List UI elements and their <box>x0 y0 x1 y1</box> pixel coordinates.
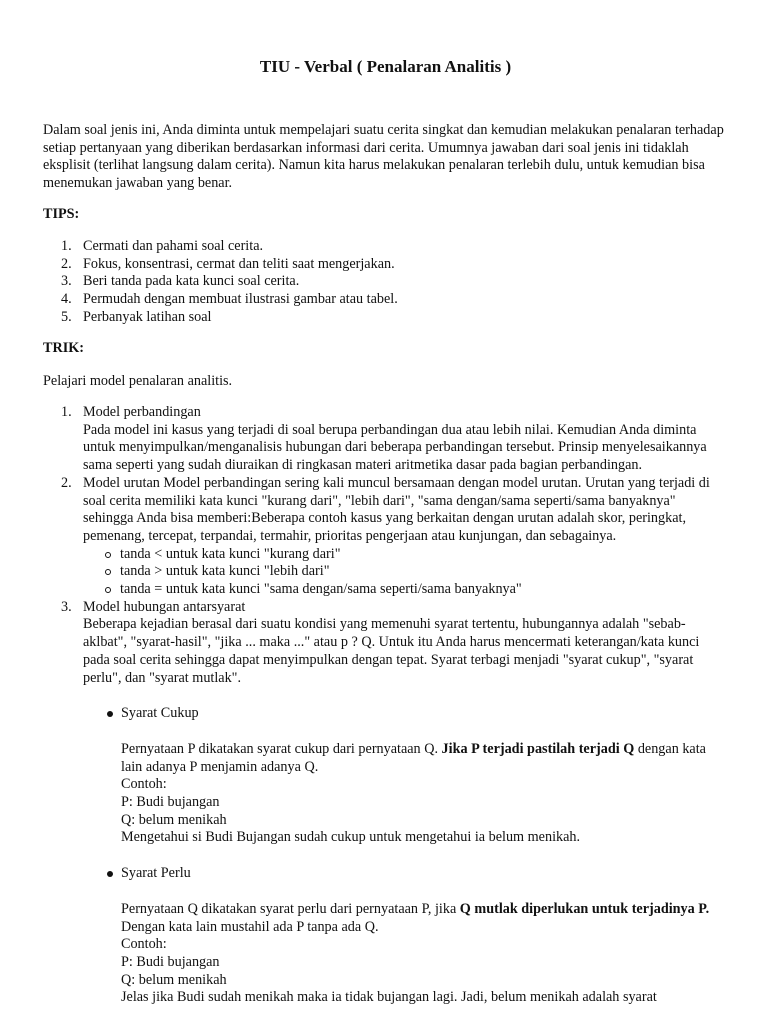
model-item-perbandingan: 1. Model perbandingan Pada model ini kasus yang terjadi di soal berupa perbandingan dua atau lebih nilai. Kemudian Anda diminta untuk menyimpulkan/menganalisis hubungan dari beberapa perbandingan tersebut. Prinsip menyelesaikannya sama seperti yang sudah diuraikan di ringkasan materi aritmetika dasar pada bagian perbandingan. <box>43 404 728 475</box>
syarat-perlu-item <box>83 865 728 883</box>
list-item: 3. Beri tanda pada kata kunci soal cerita. <box>61 273 300 290</box>
list-item: 1. Cermati dan pahami soal cerita. <box>61 238 264 254</box>
list-item: 4. Permudah dengan membuat ilustrasi gambar atau tabel. <box>61 291 398 308</box>
disc-bullet-icon <box>107 871 113 877</box>
circle-bullet-icon <box>105 569 111 575</box>
list-item: 2. Fokus, konsentrasi, cermat dan teliti saat mengerjakan. <box>61 255 395 272</box>
model-item-urutan: 2. Model urutan Model perbandingan sering kali muncul bersamaan dengan model urutan. Urutan yang terjadi di soal cerita memiliki kata kunci "kurang dari", "lebih dari", "sama dengan/sama seperti/sama banyaknya" sehingga Anda bisa memberi:Beberapa contoh kasus yang berkaitan dengan urutan adalah skor, peringkat, pemenang, tercepat, terpandai, termahir, prioritas pengerjaan atau kunjungan, dan sebagainya. tanda < untuk kata kunci "kurang dari" tanda > untuk kata kunci "lebih dari" tanda = untuk kata kunci "sama dengan/sama seperti/sama banyaknya" <box>43 475 728 599</box>
list-item: tanda < untuk kata kunci "kurang dari" <box>83 546 728 564</box>
trik-heading: TRIK: <box>43 340 84 356</box>
syarat-cukup-item <box>83 705 728 723</box>
page-title: TIU - Verbal ( Penalaran Analitis ) <box>259 57 512 76</box>
model-item-hubungan: 3. Model hubungan antarsyarat Beberapa kejadian berasal dari suatu kondisi yang memenuhi syarat tertentu, hubungannya adalah "sebab-aklbat", "syarat-hasil", "jika ... maka ..." atau p ? Q. Untuk itu Anda harus mencermati keterangan/kata kunci pada soal cerita sehingga dapat menyimpulkan dengan tepat. Syarat terbagi menjadi "syarat cukup", "syarat perlu", dan "syarat mutlak". Syarat Cukup Pernyataan P dikatakan syarat cukup dari pernyataan Q. Jika P terjadi pastilah terjadi Q dengan kata lain adanya P menjamin adanya Q. Contoh: P: Budi bujangan Q: belum menikah Mengetahui si Budi Bujangan sudah cukup untuk mengetahui ia belum menikah. Syarat Perlu Pernyataan Q dikatakan syarat perlu dari pernyataan P, jika Q mutlak diperlukan untuk terjadinya P. Dengan kata lain mustahil ada P tanpa ada Q. Contoh: P: Budi bujangan Q: belum menikah Jelas jika Budi sudah menikah maka ia tidak bujangan lagi. Jadi, belum menikah adalah syarat <box>43 599 728 1007</box>
syarat-title: Syarat Perlu <box>121 865 191 882</box>
circle-bullet-icon <box>105 552 111 558</box>
model-title: Model hubungan antarsyarat <box>83 598 246 615</box>
syarat-title: Syarat Cukup <box>121 705 199 722</box>
tips-heading: TIPS: <box>43 206 80 222</box>
disc-bullet-icon <box>107 711 113 717</box>
list-item: 5. Perbanyak latihan soal <box>61 308 212 325</box>
circle-bullet-icon <box>105 587 111 593</box>
models-section <box>43 404 728 1007</box>
trik-intro: Pelajari model penalaran analitis. <box>43 373 233 389</box>
models-list <box>43 404 728 1007</box>
list-item: tanda > untuk kata kunci "lebih dari" <box>83 563 728 581</box>
intro-paragraph: Dalam soal jenis ini, Anda diminta untuk mempelajari suatu cerita singkat dan kemudian melakukan penalaran terhadap setiap pertanyaan yang diberikan berdasarkan informasi dari cerita. Umumnya jawaban dari soal jenis ini tidaklah eksplisit (terlihat langsung dalam cerita). Namun kita harus melakukan penalaran terlebih dulu, untuk kemudian bisa menemukan jawaban yang benar. <box>43 122 724 192</box>
urutan-sub-list <box>83 546 728 599</box>
model-title: Model urutan Model perbandingan sering kali muncul bersamaan dengan model urutan. Urutan yang terjadi di soal cerita memiliki kata kunci "kurang dari", "lebih dari", "sama dengan/sama seperti/sama banyaknya" sehingga Anda bisa memberi:Beberapa contoh kasus yang berkaitan dengan urutan adalah skor, peringkat, pemenang, tercepat, terpandai, termahir, prioritas pengerjaan atau kunjungan, dan sebagainya. <box>83 474 710 544</box>
model-body: Beberapa kejadian berasal dari suatu kondisi yang memenuhi syarat tertentu, hubungannya adalah "sebab-aklbat", "syarat-hasil", "jika ... maka ..." atau p ? Q. Untuk itu Anda harus mencermati keterangan/kata kunci pada soal cerita sehingga dapat menyimpulkan dengan tepat. Syarat terbagi menjadi "syarat cukup", "syarat perlu", dan "syarat mutlak". <box>83 616 700 686</box>
model-body: Pada model ini kasus yang terjadi di soal berupa perbandingan dua atau lebih nilai. Kemudian Anda diminta untuk menyimpulkan/menganalisis hubungan dari beberapa perbandingan tersebut. Prinsip menyelesaikannya sama seperti yang sudah diuraikan di ringkasan materi aritmetika dasar pada bagian perbandingan. <box>83 421 707 474</box>
list-item: tanda = untuk kata kunci "sama dengan/sama seperti/sama banyaknya" <box>83 581 728 599</box>
model-title: Model perbandingan <box>83 404 201 420</box>
syarat-perlu-desc: Pernyataan Q dikatakan syarat perlu dari pernyataan P, jika Q mutlak diperlukan untuk terjadinya P. Dengan kata lain mustahil ada P tanpa ada Q. Contoh: P: Budi bujangan Q: belum menikah Jelas jika Budi sudah menikah maka ia tidak bujangan lagi. Jadi, belum menikah adalah syarat <box>121 900 710 1006</box>
tips-list <box>43 238 728 327</box>
syarat-cukup-desc: Pernyataan P dikatakan syarat cukup dari pernyataan Q. Jika P terjadi pastilah terjadi Q dengan kata lain adanya P menjamin adanya Q. Contoh: P: Budi bujangan Q: belum menikah Mengetahui si Budi Bujangan sudah cukup untuk mengetahui ia belum menikah. <box>121 740 706 846</box>
